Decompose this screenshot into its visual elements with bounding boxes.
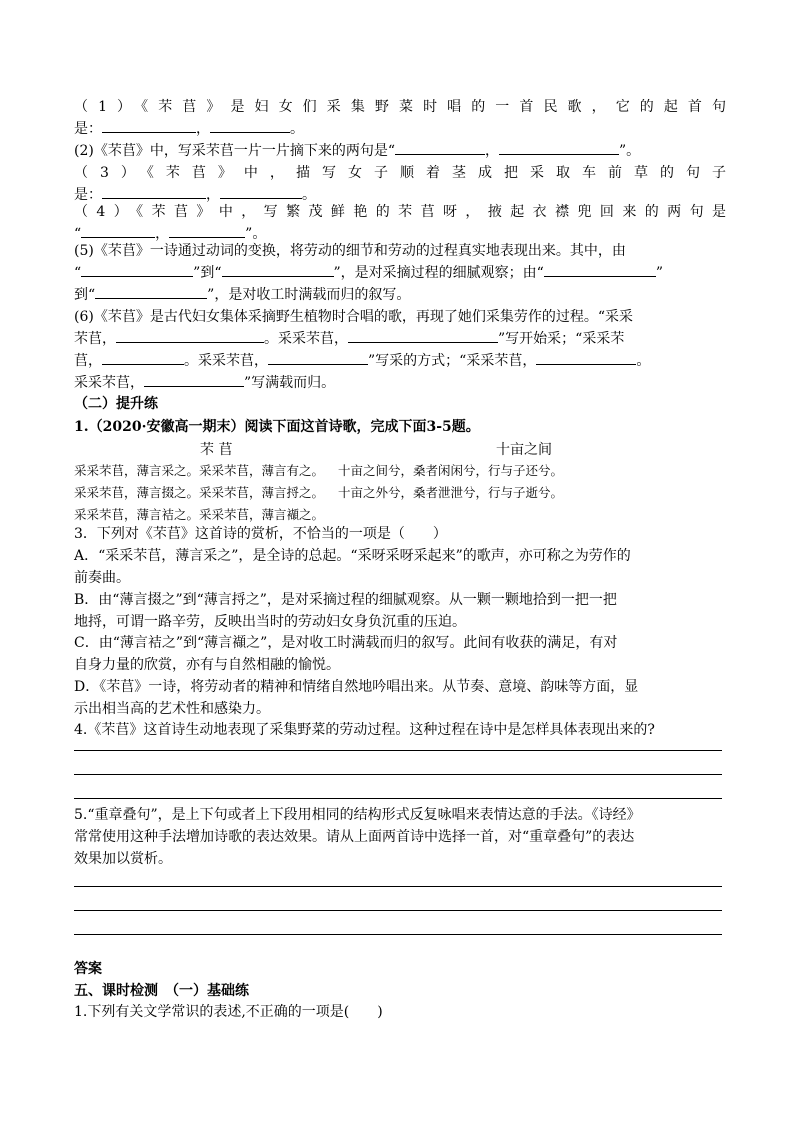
q1-end: 。 [290, 121, 304, 137]
option-c-line2: 自身力量的欣赏，亦有与自然相融的愉悦。 [74, 657, 340, 673]
answer-heading: 答案 [74, 961, 102, 977]
q5-open: “ [74, 265, 82, 281]
q6-b: 。采采芣苢， [264, 331, 348, 347]
q2-blank-1[interactable] [395, 140, 485, 155]
option-b-line1: B．由“薄言掇之”到“薄言捋之”，是对采摘过程的细腻观察。从一颗一颗地拾到一把一把 [74, 592, 617, 608]
poem1-line-1: 采采芣苢，薄言采之。采采芣苢，薄言有之。 [74, 463, 325, 478]
q5-mid: ”，是对采摘过程的细腻观察；由“ [333, 265, 544, 281]
reading-instruction: 1.（2020·安徽高一期末）阅读下面这首诗歌，完成下面3-5题。 [74, 419, 480, 435]
q3-end: 。 [302, 187, 316, 203]
q2-blank-2[interactable] [499, 140, 619, 155]
q4-open: “ [74, 226, 82, 242]
q6-i: ”写满载而归。 [244, 375, 336, 391]
section-heading-jichu: 五、课时检测 （一）基础练 [74, 983, 249, 999]
q6-blank-2[interactable] [348, 328, 498, 343]
mc-question-stem: 3．下列对《芣苢》这首诗的赏析，不恰当的一项是（ ） [74, 526, 447, 542]
option-a-line2: 前奏曲。 [74, 570, 130, 586]
q5-blank-1[interactable] [81, 262, 193, 277]
q1-line2 [74, 118, 726, 140]
q6-blank-4[interactable] [268, 350, 368, 365]
q5-line1: (5)《芣苢》一诗通过动词的变换，将劳动的细节和劳动的过程真实地表现出来。其中，由 [74, 243, 626, 259]
answer-line[interactable] [74, 750, 722, 751]
q2-end: ”。 [619, 143, 641, 159]
poem1-line-3: 采采芣苢，薄言袺之。采采芣苢，薄言襭之。 [74, 507, 325, 522]
question-5-line1: 5.“重章叠句”，是上下句或者上下段用相同的结构形式反复咏唱来表情达意的手法。《诗经》 [74, 807, 641, 823]
q5-line3 [74, 284, 726, 306]
answer-line[interactable] [74, 910, 722, 911]
q6-blank-5[interactable] [536, 350, 636, 365]
q3-prefix: 是： [74, 187, 102, 203]
q2-prefix: (2)《芣苢》中，写采芣苢一片一片摘下来的两句是“ [74, 143, 395, 159]
poem2-line-1: 十亩之间兮，桑者闲闲兮，行与子还兮。 [338, 463, 564, 478]
q6-blank-3[interactable] [102, 350, 184, 365]
option-d-line1: D．《芣苢》一诗，将劳动者的精神和情绪自然地吟唱出来。从节奏、意境、韵味等方面，显 [74, 679, 639, 695]
answer-line[interactable] [74, 798, 722, 799]
q6-g: 。 [636, 353, 651, 369]
q6-c: ”写开始采；“采采芣 [498, 331, 625, 347]
q5-blank-2[interactable] [222, 262, 334, 277]
q6-blank-1[interactable] [116, 328, 264, 343]
q4-line1: （4）《芣苢》中，写繁茂鲜艳的芣苢呀，掖起衣襟兜回来的两句是 [74, 204, 726, 220]
answer-line[interactable] [74, 934, 722, 935]
option-b-line2: 地捋，可谓一路辛劳，反映出当时的劳动妇女身负沉重的压迫。 [74, 614, 466, 630]
q6-a: 芣苢， [74, 331, 116, 347]
option-d-line2: 示出相当高的艺术性和感染力。 [74, 701, 270, 717]
q6-f: ”写采的方式；“采采芣苢， [368, 353, 537, 369]
q5-to: ”到“ [193, 265, 222, 281]
q6-e: 。采采芣苢， [184, 353, 268, 369]
q6-line2 [74, 328, 726, 350]
q6-blank-6[interactable] [144, 372, 244, 387]
q3-sep: ， [206, 187, 220, 203]
q4-end: ”。 [245, 226, 267, 242]
q1-sep: ， [196, 121, 210, 137]
q4-sep: ， [155, 226, 170, 242]
q4-blank-1[interactable] [81, 223, 155, 238]
q6-line4 [74, 372, 726, 394]
q1-blank-2[interactable] [210, 118, 290, 133]
q3-blank-2[interactable] [220, 184, 302, 199]
q2-line [74, 140, 726, 162]
poem1-title: 芣 苢 [200, 442, 233, 458]
q5-to2: 到“ [74, 287, 96, 303]
q1-blank-1[interactable] [102, 118, 196, 133]
option-c-line1: C．由“薄言袺之”到“薄言襭之”，是对收工时满载而归的叙写。此间有收获的满足，有对 [74, 635, 618, 651]
option-a-line1: A．“采采芣苢，薄言采之”，是全诗的总起。“采呀采呀采起来”的歌声，亦可称之为劳作的 [74, 548, 631, 564]
q2-sep: ， [485, 143, 499, 159]
q3-blank-1[interactable] [102, 184, 206, 199]
q5-blank-3[interactable] [544, 262, 656, 277]
poem1-line-2: 采采芣苢，薄言掇之。采采芣苢，薄言捋之。 [74, 485, 325, 500]
answer-line[interactable] [74, 774, 722, 775]
q1-line1: （1）《芣苢》是妇女们采集野菜时唱的一首民歌，它的起首句 [74, 99, 726, 115]
section-heading-tisheng: （二）提升练 [74, 396, 158, 412]
q5-line2 [74, 262, 726, 284]
q6-d: 苢， [74, 353, 102, 369]
q6-line3 [74, 350, 726, 372]
q6-line1: (6)《芣苢》是古代妇女集体采摘野生植物时合唱的歌，再现了她们采集劳作的过程。“采采 [74, 309, 633, 325]
q4-blank-2[interactable] [169, 223, 245, 238]
q3-line1: （3）《芣苢》中，描写女子顺着茎成把采取车前草的句子 [74, 165, 726, 181]
q5-blank-4[interactable] [95, 284, 207, 299]
poem2-line-2: 十亩之外兮，桑者泄泄兮，行与子逝兮。 [338, 485, 564, 500]
q5-tail: ”，是对收工时满载而归的叙写。 [207, 287, 411, 303]
answer-line[interactable] [74, 886, 722, 887]
q5-close: ” [655, 265, 663, 281]
question-5-line3: 效果加以赏析。 [74, 851, 172, 867]
q6-h: 采采芣苢， [74, 375, 144, 391]
q1-prefix: 是： [74, 121, 102, 137]
last-question: 1.下列有关文学常识的表述,不正确的一项是( ) [74, 1004, 383, 1020]
question-4: 4.《芣苢》这首诗生动地表现了采集野菜的劳动过程。这种过程在诗中是怎样具体表现出来的? [74, 722, 655, 738]
question-5-line2: 常常使用这种手法增加诗歌的表达效果。请从上面两首诗中选择一首，对“重章叠句”的表达 [74, 829, 635, 845]
poem2-title: 十亩之间 [496, 442, 552, 458]
